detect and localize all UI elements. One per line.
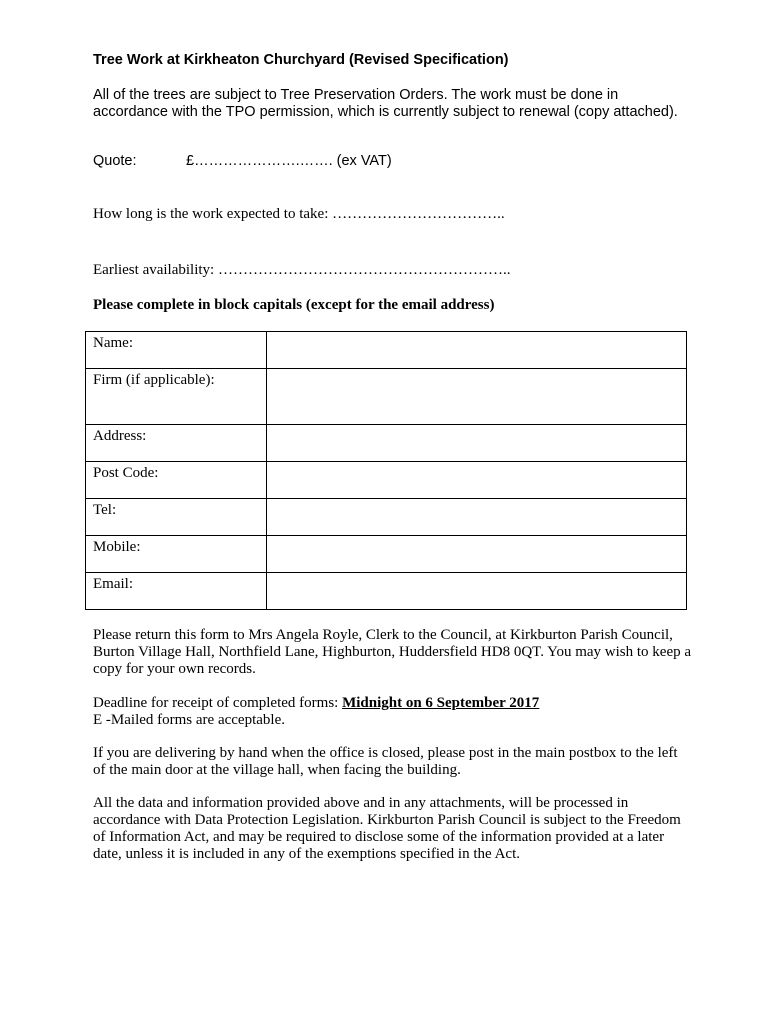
form-row-mobile (86, 536, 687, 573)
form-label-address: Address: (86, 425, 267, 462)
form-label-email: Email: (86, 573, 267, 610)
form-row-postcode (86, 462, 687, 499)
form-label-firm: Firm (if applicable): (86, 369, 267, 425)
deadline-value: Midnight on 6 September 2017 (342, 695, 540, 711)
form-row-address (86, 425, 687, 462)
availability-line: Earliest availability: ………………………………………………….. (93, 262, 511, 278)
form-field-address[interactable] (267, 425, 687, 462)
form-field-mobile[interactable] (267, 536, 687, 573)
form-field-postcode[interactable] (267, 462, 687, 499)
form-row-name (86, 332, 687, 369)
emailed-forms-note: E -Mailed forms are acceptable. (93, 712, 285, 728)
deadline-prefix: Deadline for receipt of completed forms: (93, 695, 343, 711)
form-field-name[interactable] (267, 332, 687, 369)
duration-line: How long is the work expected to take: …………………………….. (93, 206, 505, 222)
form-row-tel (86, 499, 687, 536)
form-label-tel: Tel: (86, 499, 267, 536)
form-row-email (86, 573, 687, 610)
data-protection-paragraph: All the data and information provided above and in any attachments, will be processed in accordance with Data Protection Legislation. Kirkburton Parish Council is subject to the Freedom of Information Act, and may be required to disclose some of the information provided at a later date, unless it is included in any of the exemptions specified in the Act. (93, 795, 681, 862)
intro-paragraph: All of the trees are subject to Tree Preservation Orders. The work must be done in accordance with the TPO permission, which is currently subject to renewal (copy attached). (93, 87, 678, 120)
form-field-tel[interactable] (267, 499, 687, 536)
form-field-firm[interactable] (267, 369, 687, 425)
quote-value: £………………….……. (ex VAT) (186, 153, 392, 169)
form-row-firm (86, 369, 687, 425)
return-instructions: Please return this form to Mrs Angela Royle, Clerk to the Council, at Kirkburton Parish Council, Burton Village Hall, Northfield Lane, Highburton, Huddersfield HD8 0QT. You may wish to keep a copy for your own records. (93, 627, 692, 677)
quote-label: Quote: (93, 153, 137, 169)
document-title: Tree Work at Kirkheaton Churchyard (Revised Specification) (93, 52, 509, 68)
contact-form-table (85, 331, 687, 610)
form-label-name: Name: (86, 332, 267, 369)
block-capitals-instruction: Please complete in block capitals (except for the email address) (93, 297, 495, 313)
deadline-block (93, 695, 693, 729)
form-field-email[interactable] (267, 573, 687, 610)
form-label-postcode: Post Code: (86, 462, 267, 499)
hand-delivery-paragraph: If you are delivering by hand when the office is closed, please post in the main postbox to the left of the main door at the village hall, when facing the building. (93, 745, 678, 778)
form-label-mobile: Mobile: (86, 536, 267, 573)
